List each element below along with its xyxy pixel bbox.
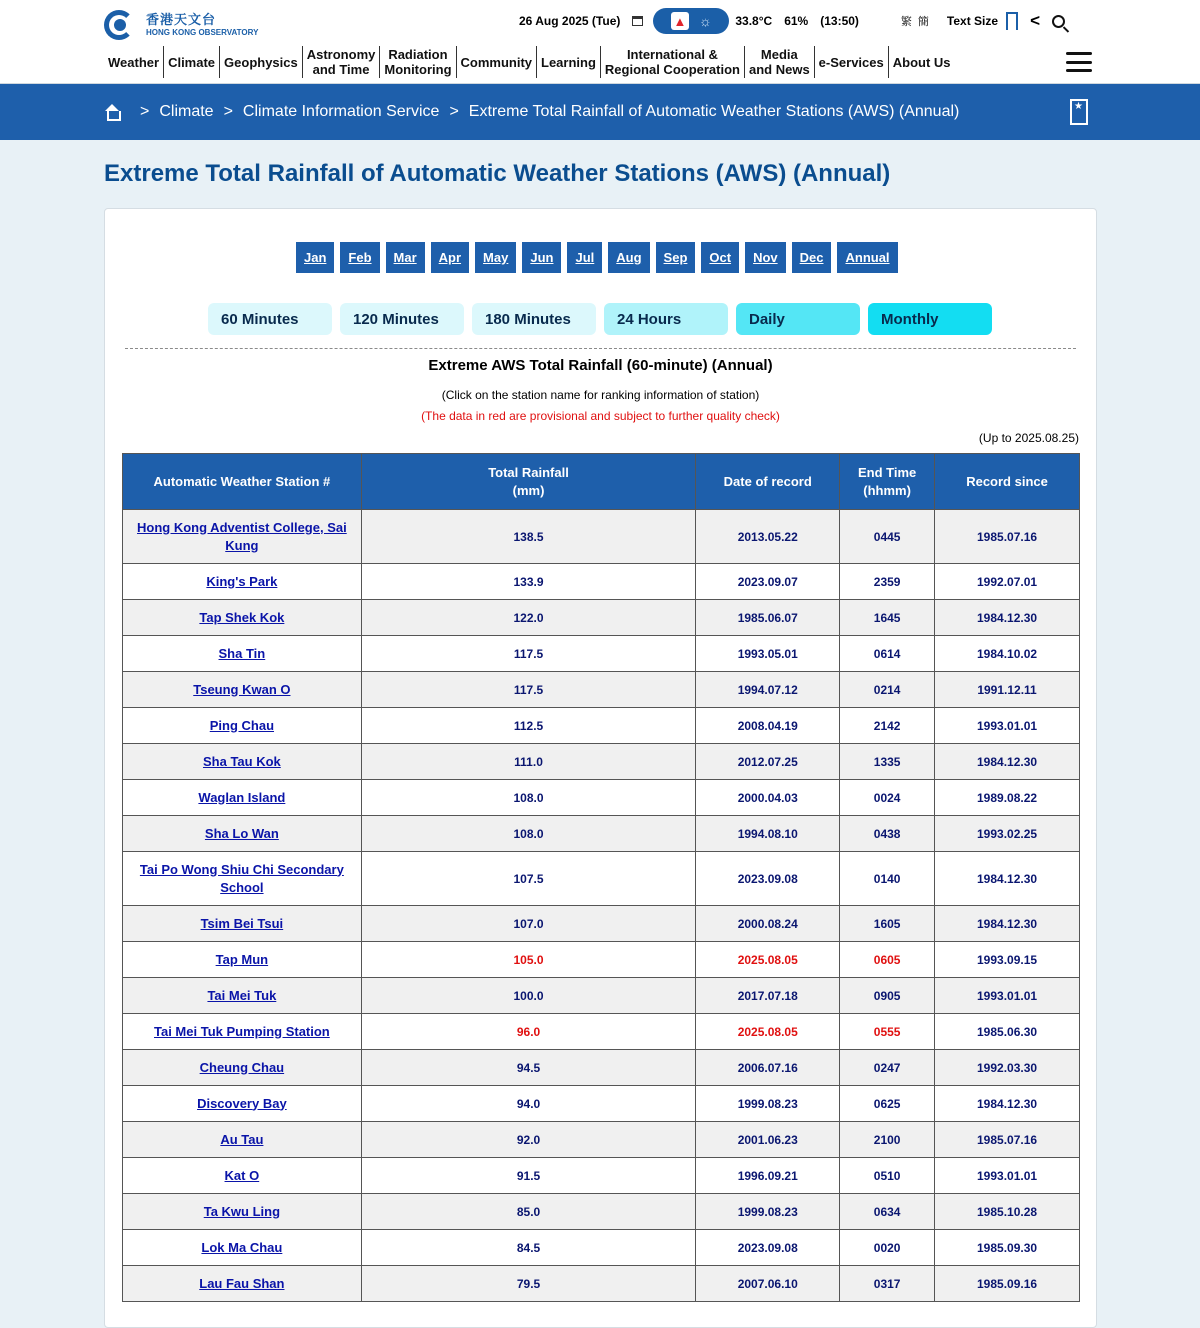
end-time: 0317 [840,1266,935,1302]
weather-icons-pill[interactable] [653,8,729,34]
col-header-station: Automatic Weather Station # [123,454,362,510]
table-row [123,1122,1080,1158]
end-time: 1605 [840,906,935,942]
duration-button-0[interactable]: 60 Minutes [208,303,332,335]
rainfall-value: 91.5 [361,1158,696,1194]
month-button-dec[interactable]: Dec [792,242,832,273]
rainfall-value: 107.0 [361,906,696,942]
month-button-mar[interactable]: Mar [386,242,425,273]
record-since: 1993.02.25 [935,816,1080,852]
record-date: 1994.08.10 [696,816,840,852]
station-link[interactable]: Sha Lo Wan [123,816,362,852]
record-since: 1993.01.01 [935,1158,1080,1194]
month-selector [296,242,898,273]
record-date: 2025.08.05 [696,942,840,978]
record-since: 1993.01.01 [935,708,1080,744]
end-time: 0024 [840,780,935,816]
duration-button-4[interactable]: Daily [736,303,860,335]
main-navigation [104,46,955,78]
record-since: 1985.09.30 [935,1230,1080,1266]
warning-signal-icon: ▲ [671,12,689,30]
breadcrumb-climate-info-service[interactable]: Climate Information Service [242,103,440,120]
month-button-aug[interactable]: Aug [608,242,649,273]
rainfall-value: 133.9 [361,564,696,600]
month-button-nov[interactable]: Nov [745,242,786,273]
record-date: 2025.08.05 [696,1014,840,1050]
logo-text-en: HONG KONG OBSERVATORY [146,27,259,37]
col-header-record-since: Record since [935,454,1080,510]
hamburger-menu-icon[interactable] [1066,52,1092,72]
rainfall-value: 85.0 [361,1194,696,1230]
record-date: 2023.09.08 [696,1230,840,1266]
record-since: 1985.07.16 [935,510,1080,564]
station-link[interactable]: Tseung Kwan O [123,672,362,708]
month-button-may[interactable]: May [475,242,516,273]
provisional-note: (The data in red are provisional and subject to further quality check) [421,409,780,423]
record-date: 1999.08.23 [696,1086,840,1122]
record-since: 1984.12.30 [935,852,1080,906]
nav-item-6[interactable]: Learning [537,46,601,78]
duration-button-5[interactable]: Monthly [868,303,992,335]
record-since: 1993.09.15 [935,942,1080,978]
record-since: 1993.01.01 [935,978,1080,1014]
rainfall-value: 84.5 [361,1230,696,1266]
record-date: 2000.04.03 [696,780,840,816]
nav-item-2[interactable]: Geophysics [220,46,303,78]
record-since: 1985.10.28 [935,1194,1080,1230]
station-link[interactable]: Kat O [123,1158,362,1194]
duration-button-2[interactable]: 180 Minutes [472,303,596,335]
nav-item-4[interactable]: Radiation Monitoring [380,46,456,78]
station-link[interactable]: Hong Kong Adventist College, Sai Kung [123,510,362,564]
station-link[interactable]: Ping Chau [123,708,362,744]
page-title: Extreme Total Rainfall of Automatic Weather Stations (AWS) (Annual) [104,160,891,187]
rainfall-value: 96.0 [361,1014,696,1050]
add-bookmark-icon[interactable] [1070,99,1088,125]
current-temperature: 33.8°C [735,14,773,28]
table-row [123,942,1080,978]
record-date: 2023.09.07 [696,564,840,600]
lang-traditional-link[interactable]: 繁 [900,15,912,28]
end-time: 0625 [840,1086,935,1122]
end-time: 0438 [840,816,935,852]
current-humidity: 61% [784,14,809,28]
station-link[interactable]: Au Tau [123,1122,362,1158]
table-row [123,636,1080,672]
rainfall-value: 108.0 [361,816,696,852]
nav-item-10[interactable]: About Us [892,54,951,70]
station-link[interactable]: Tap Mun [123,942,362,978]
rainfall-value: 94.0 [361,1086,696,1122]
table-row [123,744,1080,780]
col-header-rainfall: Total Rainfall (mm) [361,454,696,510]
table-header-row [123,454,1080,510]
rainfall-value: 105.0 [361,942,696,978]
record-since: 1984.12.30 [935,1086,1080,1122]
station-link[interactable]: Ta Kwu Ling [123,1194,362,1230]
content-card [104,208,1097,1328]
station-link[interactable]: Lok Ma Chau [123,1230,362,1266]
rainfall-value: 92.0 [361,1122,696,1158]
month-button-oct[interactable]: Oct [701,242,739,273]
rainfall-value: 117.5 [361,636,696,672]
table-row [123,600,1080,636]
record-since: 1989.08.22 [935,780,1080,816]
station-link[interactable]: Tsim Bei Tsui [123,906,362,942]
end-time: 0247 [840,1050,935,1086]
record-date: 2000.08.24 [696,906,840,942]
nav-item-0[interactable]: Weather [104,46,164,78]
record-since: 1985.09.16 [935,1266,1080,1302]
lang-simplified-link[interactable]: 簡 [917,15,929,28]
end-time: 1335 [840,744,935,780]
table-row [123,564,1080,600]
record-since: 1984.10.02 [935,636,1080,672]
record-date: 2001.06.23 [696,1122,840,1158]
table-row [123,1266,1080,1302]
duration-button-1[interactable]: 120 Minutes [340,303,464,335]
nav-item-8[interactable]: Media and News [745,46,815,78]
text-size-button[interactable]: Text Size [946,14,999,28]
top-utility-bar [519,8,1090,34]
end-time: 0445 [840,510,935,564]
record-date: 2006.07.16 [696,1050,840,1086]
rainfall-table [122,453,1080,1302]
section-divider [125,348,1076,349]
table-row [123,978,1080,1014]
breadcrumb-separator: > [449,103,459,120]
station-link[interactable]: Tap Shek Kok [123,600,362,636]
table-row [123,780,1080,816]
current-time: (13:50) [820,14,859,28]
col-header-end-time: End Time (hhmm) [840,454,935,510]
table-row [123,1014,1080,1050]
end-time: 0614 [840,636,935,672]
rainfall-value: 94.5 [361,1050,696,1086]
nav-item-5[interactable]: Community [457,46,538,78]
record-since: 1984.12.30 [935,744,1080,780]
table-row [123,672,1080,708]
month-button-sep[interactable]: Sep [656,242,696,273]
table-row [123,1086,1080,1122]
end-time: 0214 [840,672,935,708]
month-button-jul[interactable]: Jul [567,242,602,273]
rainfall-value: 112.5 [361,708,696,744]
duration-selector [208,303,992,335]
record-date: 2017.07.18 [696,978,840,1014]
station-link[interactable]: Waglan Island [123,780,362,816]
end-time: 0905 [840,978,935,1014]
breadcrumb [0,84,1200,140]
station-link[interactable]: Cheung Chau [123,1050,362,1086]
table-row [123,708,1080,744]
nav-item-1[interactable]: Climate [164,46,220,78]
nav-item-9[interactable]: e-Services [815,46,889,78]
breadcrumb-separator: > [140,103,150,120]
table-row [123,1158,1080,1194]
month-button-apr[interactable]: Apr [431,242,469,273]
month-button-annual[interactable]: Annual [837,242,897,273]
table-row [123,510,1080,564]
rainfall-value: 122.0 [361,600,696,636]
month-button-jun[interactable]: Jun [522,242,561,273]
station-link[interactable]: Tai Mei Tuk Pumping Station [123,1014,362,1050]
end-time: 0634 [840,1194,935,1230]
station-link[interactable]: Lau Fau Shan [123,1266,362,1302]
search-icon[interactable] [1052,15,1065,28]
table-title: Extreme AWS Total Rainfall (60-minute) (Annual) [428,357,773,374]
record-since: 1985.06.30 [935,1014,1080,1050]
record-date: 1985.06.07 [696,600,840,636]
end-time: 0020 [840,1230,935,1266]
data-up-to-date: (Up to 2025.08.25) [978,431,1079,445]
end-time: 0140 [840,852,935,906]
rainfall-value: 108.0 [361,780,696,816]
record-date: 1999.08.23 [696,1194,840,1230]
weather-condition-icon: ☼ [698,13,712,29]
record-date: 2008.04.19 [696,708,840,744]
rainfall-value: 79.5 [361,1266,696,1302]
rainfall-value: 107.5 [361,852,696,906]
home-icon[interactable] [104,104,120,120]
record-since: 1984.12.30 [935,906,1080,942]
station-link[interactable]: Tai Po Wong Shiu Chi Secondary School [123,852,362,906]
station-click-note: (Click on the station name for ranking information of station) [441,388,760,402]
record-since: 1985.07.16 [935,1122,1080,1158]
site-header [0,0,1200,84]
station-link[interactable]: King's Park [123,564,362,600]
col-header-date: Date of record [696,454,840,510]
end-time: 0605 [840,942,935,978]
hko-logo-icon [104,10,142,40]
record-date: 2013.05.22 [696,510,840,564]
record-date: 1994.07.12 [696,672,840,708]
record-since: 1991.12.11 [935,672,1080,708]
rainfall-value: 138.5 [361,510,696,564]
end-time: 1645 [840,600,935,636]
logo-text-zh: 香港天文台 [146,12,217,28]
hko-logo[interactable] [104,10,258,40]
end-time: 2142 [840,708,935,744]
rainfall-value: 100.0 [361,978,696,1014]
rainfall-value: 111.0 [361,744,696,780]
nav-item-7[interactable]: International & Regional Cooperation [601,46,745,78]
table-row [123,852,1080,906]
end-time: 2359 [840,564,935,600]
station-link[interactable]: Sha Tau Kok [123,744,362,780]
breadcrumb-current-page: Extreme Total Rainfall of Automatic Weather Stations (AWS) (Annual) [468,103,960,120]
end-time: 0555 [840,1014,935,1050]
table-row [123,816,1080,852]
record-since: 1992.07.01 [935,564,1080,600]
station-link[interactable]: Sha Tin [123,636,362,672]
table-row [123,1050,1080,1086]
record-date: 1996.09.21 [696,1158,840,1194]
current-date: 26 Aug 2025 (Tue) [519,14,621,28]
table-row [123,906,1080,942]
breadcrumb-separator: > [223,103,233,120]
record-date: 2007.06.10 [696,1266,840,1302]
breadcrumb-climate[interactable]: Climate [159,103,214,120]
record-date: 2012.07.25 [696,744,840,780]
record-date: 2023.09.08 [696,852,840,906]
station-link[interactable]: Discovery Bay [123,1086,362,1122]
record-since: 1984.12.30 [935,600,1080,636]
table-row [123,1230,1080,1266]
bookmark-icon[interactable] [1006,12,1018,30]
end-time: 0510 [840,1158,935,1194]
month-button-feb[interactable]: Feb [340,242,379,273]
rainfall-value: 117.5 [361,672,696,708]
calendar-icon[interactable] [632,16,643,26]
duration-button-3[interactable]: 24 Hours [604,303,728,335]
nav-item-3[interactable]: Astronomy and Time [303,46,381,78]
station-link[interactable]: Tai Mei Tuk [123,978,362,1014]
record-date: 1993.05.01 [696,636,840,672]
record-since: 1992.03.30 [935,1050,1080,1086]
end-time: 2100 [840,1122,935,1158]
table-row [123,1194,1080,1230]
month-button-jan[interactable]: Jan [296,242,334,273]
share-icon[interactable]: < [1030,11,1040,30]
